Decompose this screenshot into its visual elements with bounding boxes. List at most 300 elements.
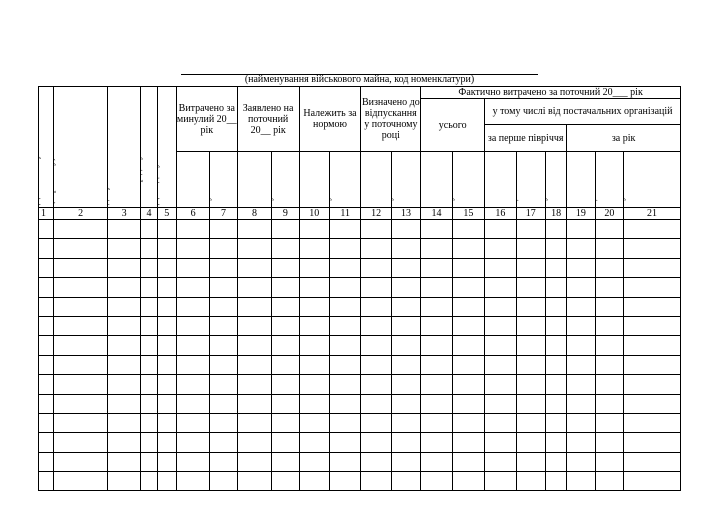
table-cell[interactable] xyxy=(39,239,54,258)
table-cell[interactable] xyxy=(54,297,108,316)
table-cell[interactable] xyxy=(545,297,566,316)
table-cell[interactable] xyxy=(107,316,140,335)
table-cell[interactable] xyxy=(141,239,157,258)
table-cell[interactable] xyxy=(391,394,420,413)
table-cell[interactable] xyxy=(595,472,623,491)
table-cell[interactable] xyxy=(272,413,299,432)
table-cell[interactable] xyxy=(485,394,516,413)
table-cell[interactable] xyxy=(141,278,157,297)
table-cell[interactable] xyxy=(545,355,566,374)
table-cell[interactable] xyxy=(391,413,420,432)
table-cell[interactable] xyxy=(452,375,484,394)
table-cell[interactable] xyxy=(329,394,360,413)
table-cell[interactable] xyxy=(39,472,54,491)
table-cell[interactable] xyxy=(272,472,299,491)
table-cell[interactable] xyxy=(237,472,271,491)
table-cell[interactable] xyxy=(545,433,566,452)
table-cell[interactable] xyxy=(210,316,237,335)
table-cell[interactable] xyxy=(329,413,360,432)
table-cell[interactable] xyxy=(485,297,516,316)
table-cell[interactable] xyxy=(516,220,545,239)
table-cell[interactable] xyxy=(421,336,452,355)
table-cell[interactable] xyxy=(624,297,681,316)
table-cell[interactable] xyxy=(54,278,108,297)
table-cell[interactable] xyxy=(624,433,681,452)
table-cell[interactable] xyxy=(624,472,681,491)
table-cell[interactable] xyxy=(624,394,681,413)
table-cell[interactable] xyxy=(299,297,329,316)
table-cell[interactable] xyxy=(595,413,623,432)
table-cell[interactable] xyxy=(157,452,176,471)
table-cell[interactable] xyxy=(157,375,176,394)
table-cell[interactable] xyxy=(107,394,140,413)
table-cell[interactable] xyxy=(176,316,209,335)
table-cell[interactable] xyxy=(329,375,360,394)
table-cell[interactable] xyxy=(141,375,157,394)
table-cell[interactable] xyxy=(210,355,237,374)
table-cell[interactable] xyxy=(545,239,566,258)
table-cell[interactable] xyxy=(485,413,516,432)
table-cell[interactable] xyxy=(141,472,157,491)
table-cell[interactable] xyxy=(299,258,329,277)
table-cell[interactable] xyxy=(567,355,595,374)
table-cell[interactable] xyxy=(567,278,595,297)
table-cell[interactable] xyxy=(485,316,516,335)
table-cell[interactable] xyxy=(421,394,452,413)
record-table xyxy=(38,86,681,491)
table-cell[interactable] xyxy=(421,355,452,374)
table-cell[interactable] xyxy=(299,220,329,239)
table-cell[interactable] xyxy=(141,433,157,452)
table-cell[interactable] xyxy=(107,452,140,471)
table-cell[interactable] xyxy=(516,433,545,452)
table-cell[interactable] xyxy=(624,355,681,374)
table-cell[interactable] xyxy=(39,452,54,471)
table-cell[interactable] xyxy=(237,258,271,277)
table-cell[interactable] xyxy=(54,433,108,452)
table-cell[interactable] xyxy=(624,452,681,471)
table-cell[interactable] xyxy=(210,472,237,491)
table-cell[interactable] xyxy=(210,394,237,413)
table-cell[interactable] xyxy=(54,355,108,374)
table-cell[interactable] xyxy=(595,239,623,258)
table-cell[interactable] xyxy=(157,278,176,297)
table-cell[interactable] xyxy=(545,278,566,297)
table-cell[interactable] xyxy=(237,375,271,394)
table-cell[interactable] xyxy=(157,413,176,432)
table-cell[interactable] xyxy=(176,413,209,432)
table-cell[interactable] xyxy=(485,355,516,374)
table-cell[interactable] xyxy=(39,394,54,413)
table-cell[interactable] xyxy=(421,239,452,258)
table-cell[interactable] xyxy=(176,297,209,316)
table-cell[interactable] xyxy=(391,355,420,374)
table-cell[interactable] xyxy=(516,394,545,413)
table-cell[interactable] xyxy=(421,472,452,491)
table-cell[interactable] xyxy=(54,472,108,491)
table-cell[interactable] xyxy=(272,316,299,335)
table-cell[interactable] xyxy=(545,336,566,355)
table-cell[interactable] xyxy=(485,278,516,297)
table-cell[interactable] xyxy=(567,220,595,239)
table-cell[interactable] xyxy=(157,355,176,374)
table-cell[interactable] xyxy=(39,375,54,394)
table-cell[interactable] xyxy=(361,258,391,277)
table-cell[interactable] xyxy=(624,278,681,297)
table-cell[interactable] xyxy=(210,413,237,432)
table-cell[interactable] xyxy=(595,394,623,413)
table-cell[interactable] xyxy=(39,355,54,374)
table-cell[interactable] xyxy=(210,433,237,452)
table-cell[interactable] xyxy=(176,472,209,491)
table-cell[interactable] xyxy=(545,452,566,471)
table-cell[interactable] xyxy=(485,220,516,239)
table-cell[interactable] xyxy=(107,220,140,239)
table-cell[interactable] xyxy=(595,220,623,239)
table-cell[interactable] xyxy=(485,375,516,394)
table-cell[interactable] xyxy=(595,258,623,277)
table-cell[interactable] xyxy=(272,239,299,258)
table-cell[interactable] xyxy=(39,220,54,239)
table-cell[interactable] xyxy=(545,258,566,277)
table-cell[interactable] xyxy=(485,433,516,452)
table-cell[interactable] xyxy=(299,278,329,297)
table-cell[interactable] xyxy=(210,220,237,239)
table-cell[interactable] xyxy=(391,297,420,316)
table-cell[interactable] xyxy=(361,316,391,335)
table-cell[interactable] xyxy=(176,278,209,297)
table-cell[interactable] xyxy=(157,316,176,335)
table-cell[interactable] xyxy=(516,472,545,491)
table-cell[interactable] xyxy=(624,220,681,239)
table-cell[interactable] xyxy=(361,336,391,355)
table-cell[interactable] xyxy=(329,239,360,258)
table-cell[interactable] xyxy=(237,413,271,432)
table-cell[interactable] xyxy=(54,375,108,394)
table-cell[interactable] xyxy=(485,452,516,471)
table-cell[interactable] xyxy=(516,316,545,335)
table-cell[interactable] xyxy=(329,433,360,452)
table-cell[interactable] xyxy=(567,375,595,394)
table-cell[interactable] xyxy=(624,336,681,355)
table-cell[interactable] xyxy=(141,452,157,471)
table-cell[interactable] xyxy=(595,375,623,394)
table-cell[interactable] xyxy=(107,472,140,491)
table-cell[interactable] xyxy=(176,452,209,471)
table-cell[interactable] xyxy=(545,220,566,239)
table-cell[interactable] xyxy=(237,394,271,413)
table-cell[interactable] xyxy=(107,297,140,316)
table-cell[interactable] xyxy=(141,413,157,432)
table-cell[interactable] xyxy=(421,220,452,239)
table-cell[interactable] xyxy=(329,355,360,374)
table-cell[interactable] xyxy=(485,336,516,355)
table-cell[interactable] xyxy=(39,413,54,432)
table-cell[interactable] xyxy=(421,258,452,277)
table-cell[interactable] xyxy=(237,355,271,374)
table-cell[interactable] xyxy=(361,239,391,258)
table-cell[interactable] xyxy=(516,452,545,471)
table-cell[interactable] xyxy=(176,239,209,258)
table-cell[interactable] xyxy=(54,336,108,355)
table-cell[interactable] xyxy=(485,239,516,258)
table-cell[interactable] xyxy=(595,355,623,374)
table-cell[interactable] xyxy=(107,258,140,277)
table-cell[interactable] xyxy=(567,336,595,355)
table-cell[interactable] xyxy=(107,239,140,258)
table-cell[interactable] xyxy=(361,375,391,394)
table-row xyxy=(39,394,681,413)
table-cell[interactable] xyxy=(237,278,271,297)
table-cell[interactable] xyxy=(299,394,329,413)
table-cell[interactable] xyxy=(39,258,54,277)
table-cell[interactable] xyxy=(329,278,360,297)
table-cell[interactable] xyxy=(210,278,237,297)
table-cell[interactable] xyxy=(141,394,157,413)
table-cell[interactable] xyxy=(516,258,545,277)
table-cell[interactable] xyxy=(157,297,176,316)
table-cell[interactable] xyxy=(210,239,237,258)
table-cell[interactable] xyxy=(157,220,176,239)
table-cell[interactable] xyxy=(272,394,299,413)
table-cell[interactable] xyxy=(624,239,681,258)
table-cell[interactable] xyxy=(176,433,209,452)
table-cell[interactable] xyxy=(272,258,299,277)
table-cell[interactable] xyxy=(452,278,484,297)
column-number-cell: 7 xyxy=(210,208,237,220)
table-cell[interactable] xyxy=(361,297,391,316)
table-cell[interactable] xyxy=(361,433,391,452)
table-cell[interactable] xyxy=(272,278,299,297)
table-cell[interactable] xyxy=(237,316,271,335)
table-cell[interactable] xyxy=(54,258,108,277)
table-cell[interactable] xyxy=(210,297,237,316)
table-cell[interactable] xyxy=(141,220,157,239)
table-cell[interactable] xyxy=(624,375,681,394)
table-cell[interactable] xyxy=(272,452,299,471)
table-cell[interactable] xyxy=(624,258,681,277)
table-cell[interactable] xyxy=(157,433,176,452)
table-cell[interactable] xyxy=(391,472,420,491)
table-cell[interactable] xyxy=(210,375,237,394)
table-cell[interactable] xyxy=(452,258,484,277)
table-cell[interactable] xyxy=(272,433,299,452)
table-cell[interactable] xyxy=(54,394,108,413)
table-cell[interactable] xyxy=(485,472,516,491)
table-cell[interactable] xyxy=(452,239,484,258)
table-cell[interactable] xyxy=(54,413,108,432)
table-cell[interactable] xyxy=(299,472,329,491)
table-cell[interactable] xyxy=(567,316,595,335)
table-cell[interactable] xyxy=(141,258,157,277)
table-cell[interactable] xyxy=(595,278,623,297)
table-cell[interactable] xyxy=(545,316,566,335)
table-cell[interactable] xyxy=(237,239,271,258)
table-cell[interactable] xyxy=(299,336,329,355)
table-cell[interactable] xyxy=(329,336,360,355)
table-cell[interactable] xyxy=(176,394,209,413)
table-cell[interactable] xyxy=(299,375,329,394)
table-cell[interactable] xyxy=(39,278,54,297)
table-cell[interactable] xyxy=(176,375,209,394)
table-cell[interactable] xyxy=(157,394,176,413)
table-cell[interactable] xyxy=(545,394,566,413)
table-cell[interactable] xyxy=(39,297,54,316)
table-cell[interactable] xyxy=(391,452,420,471)
table-cell[interactable] xyxy=(595,452,623,471)
table-cell[interactable] xyxy=(237,433,271,452)
table-cell[interactable] xyxy=(421,452,452,471)
table-cell[interactable] xyxy=(391,258,420,277)
table-cell[interactable] xyxy=(516,375,545,394)
table-cell[interactable] xyxy=(452,297,484,316)
table-cell[interactable] xyxy=(329,220,360,239)
table-cell[interactable] xyxy=(361,472,391,491)
table-cell[interactable] xyxy=(299,239,329,258)
table-cell[interactable] xyxy=(567,394,595,413)
table-cell[interactable] xyxy=(391,316,420,335)
table-row xyxy=(39,472,681,491)
table-cell[interactable] xyxy=(391,336,420,355)
table-cell[interactable] xyxy=(452,220,484,239)
table-cell[interactable] xyxy=(107,278,140,297)
table-cell[interactable] xyxy=(176,355,209,374)
table-cell[interactable] xyxy=(210,452,237,471)
table-cell[interactable] xyxy=(452,433,484,452)
table-cell[interactable] xyxy=(272,375,299,394)
table-cell[interactable] xyxy=(272,297,299,316)
table-cell[interactable] xyxy=(361,278,391,297)
table-cell[interactable] xyxy=(391,278,420,297)
table-cell[interactable] xyxy=(329,316,360,335)
table-cell[interactable] xyxy=(421,297,452,316)
table-cell[interactable] xyxy=(39,316,54,335)
table-cell[interactable] xyxy=(361,452,391,471)
table-cell[interactable] xyxy=(421,375,452,394)
table-cell[interactable] xyxy=(361,394,391,413)
table-cell[interactable] xyxy=(421,413,452,432)
table-cell[interactable] xyxy=(567,452,595,471)
table-cell[interactable] xyxy=(39,433,54,452)
table-cell[interactable] xyxy=(391,239,420,258)
table-cell[interactable] xyxy=(141,336,157,355)
table-cell[interactable] xyxy=(567,413,595,432)
table-cell[interactable] xyxy=(595,433,623,452)
table-cell[interactable] xyxy=(545,375,566,394)
table-cell[interactable] xyxy=(141,355,157,374)
table-cell[interactable] xyxy=(157,472,176,491)
table-cell[interactable] xyxy=(107,375,140,394)
table-cell[interactable] xyxy=(485,258,516,277)
table-cell[interactable] xyxy=(391,220,420,239)
table-cell[interactable] xyxy=(272,336,299,355)
table-cell[interactable] xyxy=(391,375,420,394)
table-cell[interactable] xyxy=(516,413,545,432)
table-cell[interactable] xyxy=(567,433,595,452)
table-cell[interactable] xyxy=(210,258,237,277)
table-cell[interactable] xyxy=(299,452,329,471)
table-cell[interactable] xyxy=(516,239,545,258)
table-cell[interactable] xyxy=(272,355,299,374)
table-cell[interactable] xyxy=(361,413,391,432)
table-cell[interactable] xyxy=(299,413,329,432)
table-cell[interactable] xyxy=(329,472,360,491)
table-cell[interactable] xyxy=(329,452,360,471)
table-cell[interactable] xyxy=(595,297,623,316)
table-cell[interactable] xyxy=(421,433,452,452)
table-cell[interactable] xyxy=(567,239,595,258)
table-cell[interactable] xyxy=(567,472,595,491)
table-cell[interactable] xyxy=(54,452,108,471)
table-cell[interactable] xyxy=(107,355,140,374)
table-cell[interactable] xyxy=(176,258,209,277)
table-cell[interactable] xyxy=(452,316,484,335)
table-cell[interactable] xyxy=(107,433,140,452)
table-cell[interactable] xyxy=(157,336,176,355)
table-cell[interactable] xyxy=(452,452,484,471)
table-cell[interactable] xyxy=(624,316,681,335)
table-cell[interactable] xyxy=(329,297,360,316)
table-cell[interactable] xyxy=(54,220,108,239)
column-number-cell: 17 xyxy=(516,208,545,220)
table-cell[interactable] xyxy=(452,336,484,355)
column-number-cell: 8 xyxy=(237,208,271,220)
table-cell[interactable] xyxy=(452,413,484,432)
table-cell[interactable] xyxy=(237,220,271,239)
table-cell[interactable] xyxy=(299,433,329,452)
table-cell[interactable] xyxy=(157,258,176,277)
table-cell[interactable] xyxy=(624,413,681,432)
table-cell[interactable] xyxy=(39,336,54,355)
table-cell[interactable] xyxy=(452,355,484,374)
table-cell[interactable] xyxy=(595,336,623,355)
table-cell[interactable] xyxy=(452,394,484,413)
table-cell[interactable] xyxy=(237,336,271,355)
table-cell[interactable] xyxy=(452,472,484,491)
table-cell[interactable] xyxy=(545,413,566,432)
table-cell[interactable] xyxy=(54,239,108,258)
table-cell[interactable] xyxy=(421,278,452,297)
table-cell[interactable] xyxy=(421,316,452,335)
table-cell[interactable] xyxy=(299,355,329,374)
table-cell[interactable] xyxy=(545,472,566,491)
table-cell[interactable] xyxy=(361,220,391,239)
table-cell[interactable] xyxy=(237,297,271,316)
table-cell[interactable] xyxy=(516,297,545,316)
table-cell[interactable] xyxy=(176,336,209,355)
table-cell[interactable] xyxy=(361,355,391,374)
table-cell[interactable] xyxy=(516,355,545,374)
table-cell[interactable] xyxy=(391,433,420,452)
table-cell[interactable] xyxy=(567,258,595,277)
table-cell[interactable] xyxy=(516,336,545,355)
table-cell[interactable] xyxy=(157,239,176,258)
table-cell[interactable] xyxy=(237,452,271,471)
table-cell[interactable] xyxy=(595,316,623,335)
table-cell[interactable] xyxy=(141,297,157,316)
table-cell[interactable] xyxy=(107,413,140,432)
table-cell[interactable] xyxy=(107,336,140,355)
table-cell[interactable] xyxy=(516,278,545,297)
table-cell[interactable] xyxy=(176,220,209,239)
table-cell[interactable] xyxy=(329,258,360,277)
table-cell[interactable] xyxy=(141,316,157,335)
table-cell[interactable] xyxy=(272,220,299,239)
table-cell[interactable] xyxy=(54,316,108,335)
table-cell[interactable] xyxy=(210,336,237,355)
table-cell[interactable] xyxy=(299,316,329,335)
table-cell[interactable] xyxy=(567,297,595,316)
